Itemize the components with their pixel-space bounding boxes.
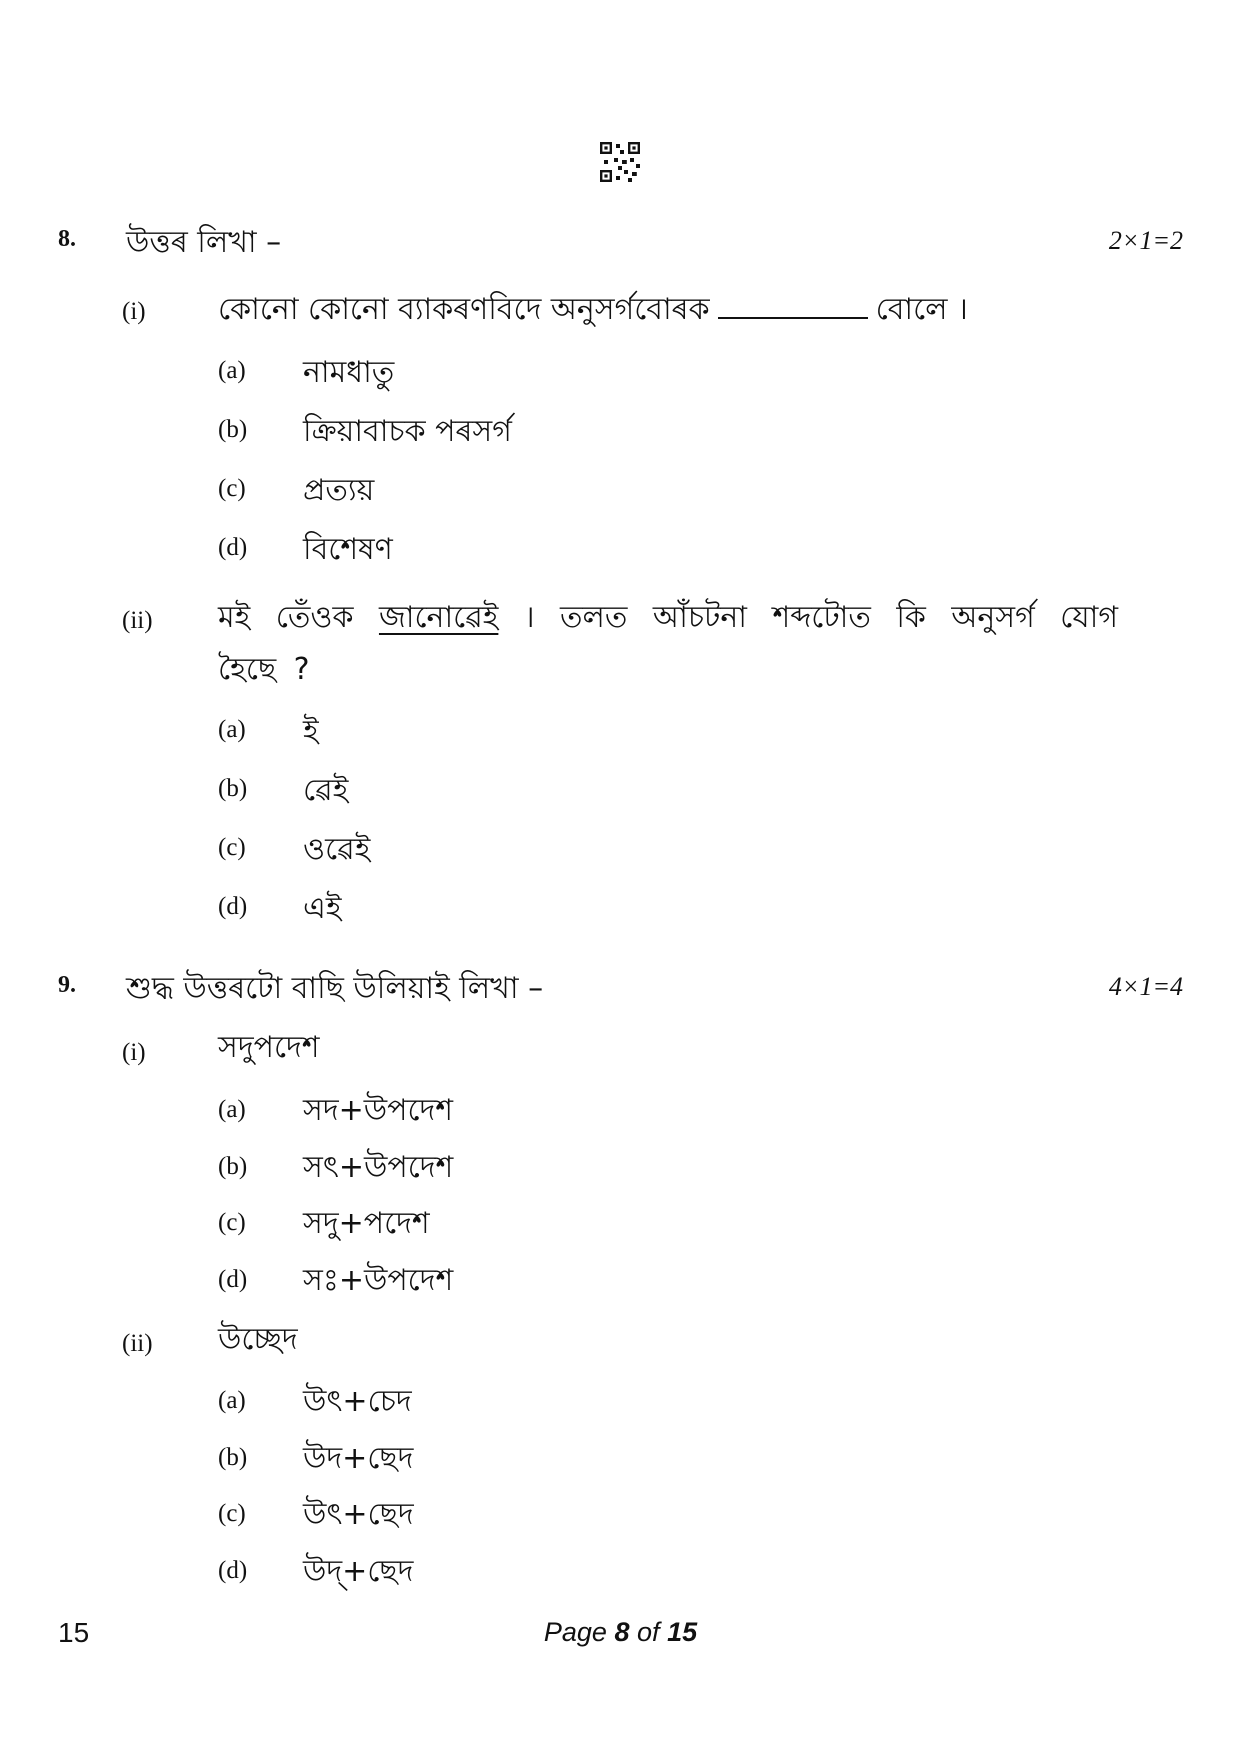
sub-question-label: (i)	[122, 298, 146, 325]
option-text: উৎ+চেদ	[303, 1384, 412, 1419]
option-text: বিশেষণ	[303, 532, 393, 567]
option-letter: (c)	[218, 1209, 246, 1236]
page-total: 15	[667, 1617, 698, 1647]
option-letter: (d)	[218, 1557, 248, 1584]
underlined-word: জানোৱেই	[378, 600, 499, 635]
question-number: 9.	[58, 972, 76, 998]
question-marks: 2×1=2	[1108, 226, 1183, 255]
option-letter: (c)	[218, 834, 246, 861]
option-letter: (c)	[218, 475, 246, 502]
answer-blank	[718, 316, 868, 319]
option-text: উৎ+ছেদ	[303, 1497, 414, 1532]
option-text: সৎ+উপদেশ	[303, 1150, 454, 1185]
question-number: 8.	[58, 226, 76, 252]
sub-question-label: (i)	[122, 1039, 146, 1066]
option-letter: (a)	[218, 716, 246, 743]
question-text-after-underline: । তলত আঁচটনা শব্দটোত কি অনুসৰ্গ যোগ হৈছে ?	[218, 600, 1118, 687]
option-text: ক্ৰিয়াবাচক পৰসৰ্গ	[303, 414, 512, 449]
page-indicator	[0, 1617, 1241, 1648]
question-text-after-blank: বোলে ।	[875, 292, 968, 327]
sub-question-text	[218, 284, 1118, 336]
option-letter: (d)	[218, 534, 248, 561]
option-text: ওৱেই	[303, 832, 371, 867]
option-text: উদ+ছেদ	[303, 1441, 414, 1476]
option-text: প্ৰত্যয়	[303, 473, 375, 508]
question-marks: 4×1=4	[1108, 972, 1183, 1001]
option-letter: (b)	[218, 1153, 248, 1180]
option-text: ৱেই	[303, 773, 349, 808]
option-letter: (b)	[218, 1444, 248, 1471]
question-text-before-blank: কোনো কোনো ব্যাকৰণবিদে অনুসৰ্গবোৰক	[218, 292, 710, 327]
sub-question-text: সদুপদেশ	[218, 1030, 320, 1065]
option-letter: (a)	[218, 357, 246, 384]
option-text: ই	[303, 714, 319, 749]
option-text: সদ+উপদেশ	[303, 1093, 454, 1128]
page-word: Page	[543, 1617, 607, 1647]
option-letter: (a)	[218, 1387, 246, 1414]
option-text: সদু+পদেশ	[303, 1206, 430, 1241]
option-letter: (b)	[218, 416, 248, 443]
option-letter: (d)	[218, 1266, 248, 1293]
option-text: এই	[303, 891, 342, 926]
option-text: উদ্+ছেদ	[303, 1554, 414, 1589]
option-letter: (d)	[218, 893, 248, 920]
paper-code: 15	[58, 1617, 90, 1648]
sub-question-text	[218, 592, 1118, 696]
sub-question-text: উচ্ছেদ	[218, 1322, 298, 1357]
page-number: 8	[614, 1617, 630, 1647]
qr-code-icon	[600, 142, 640, 182]
of-word: of	[637, 1617, 660, 1647]
option-text: সঃ+উপদেশ	[303, 1263, 454, 1298]
question-text-before-underline: মই তেঁওক	[218, 600, 354, 635]
sub-question-label: (ii)	[122, 1330, 153, 1357]
sub-question-label: (ii)	[122, 607, 153, 634]
question-prompt: উত্তৰ লিখা –	[126, 225, 282, 260]
option-letter: (b)	[218, 775, 248, 802]
option-text: নামধাতু	[303, 355, 395, 390]
question-prompt: শুদ্ধ উত্তৰটো বাছি উলিয়াই লিখা –	[126, 971, 544, 1006]
option-letter: (a)	[218, 1096, 246, 1123]
option-letter: (c)	[218, 1500, 246, 1527]
